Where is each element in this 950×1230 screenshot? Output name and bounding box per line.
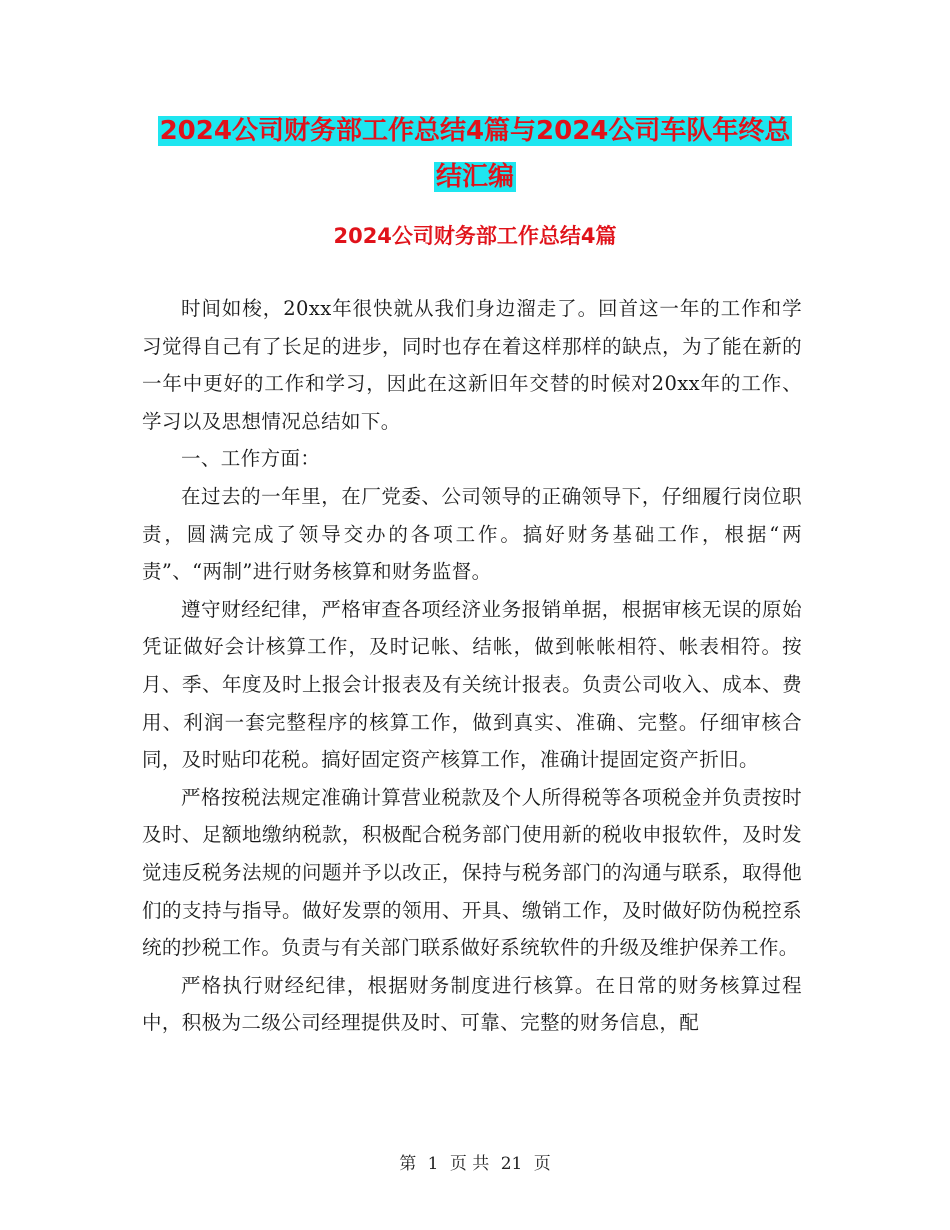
footer-page-number: 1 [427,1154,439,1174]
title-line-2: 结汇编 [435,162,514,192]
footer-prefix: 第 [399,1154,417,1174]
document-body [142,290,802,1042]
paragraph-duties: 在过去的一年里，在厂党委、公司领导的正确领导下，仔细履行岗位职责，圆满完成了领导交办的各项工作。搞好财务基础工作，根据“两责”、“两制”进行财务核算和财务监督。 [142,484,802,584]
footer-middle: 页 共 [449,1154,490,1174]
title-line-1: 2024公司财务部工作总结4篇与2024公司车队年终总 [159,116,791,146]
document-title [140,108,810,200]
page-footer [0,1152,950,1176]
paragraph-tax: 严格按税法规定准确计算营业税款及个人所得税等各项税金并负责按时及时、足额地缴纳税款，积极配合税务部门使用新的税收申报软件，及时发觉违反税务法规的问题并予以改正，保持与税务部门的沟通与联系，取得他们的支持与指导。做好发票的领用、开具、缴销工作，及时做好防伪税控系统的抄税工作。负责与有关部门联系做好系统软件的升级及维护保养工作。 [142,785,802,960]
paragraph-finance-discipline: 严格执行财经纪律，根据财务制度进行核算。在日常的财务核算过程中，积极为二级公司经理提供及时、可靠、完整的财务信息，配 [142,973,802,1035]
paragraph-intro: 时间如梭，20xx年很快就从我们身边溜走了。回首这一年的工作和学习觉得自己有了长足的进步，同时也存在着这样那样的缺点，为了能在新的一年中更好的工作和学习，因此在这新旧年交替的时候对20xx年的工作、学习以及思想情况总结如下。 [142,297,802,433]
footer-suffix: 页 [533,1154,551,1174]
paragraph-heading-work: 一、工作方面： [181,447,321,471]
footer-page-total: 21 [500,1154,523,1174]
section-title: 2024公司财务部工作总结4篇 [333,224,617,248]
paragraph-accounting: 遵守财经纪律，严格审查各项经济业务报销单据，根据审核无误的原始凭证做好会计核算工作，及时记帐、结帐，做到帐帐相符、帐表相符。按月、季、年度及时上报会计报表及有关统计报表。负责公司收入、成本、费用、利润一套完整程序的核算工作，做到真实、准确、完整。仔细审核合同，及时贴印花税。搞好固定资产核算工作，准确计提固定资产折旧。 [142,597,802,772]
